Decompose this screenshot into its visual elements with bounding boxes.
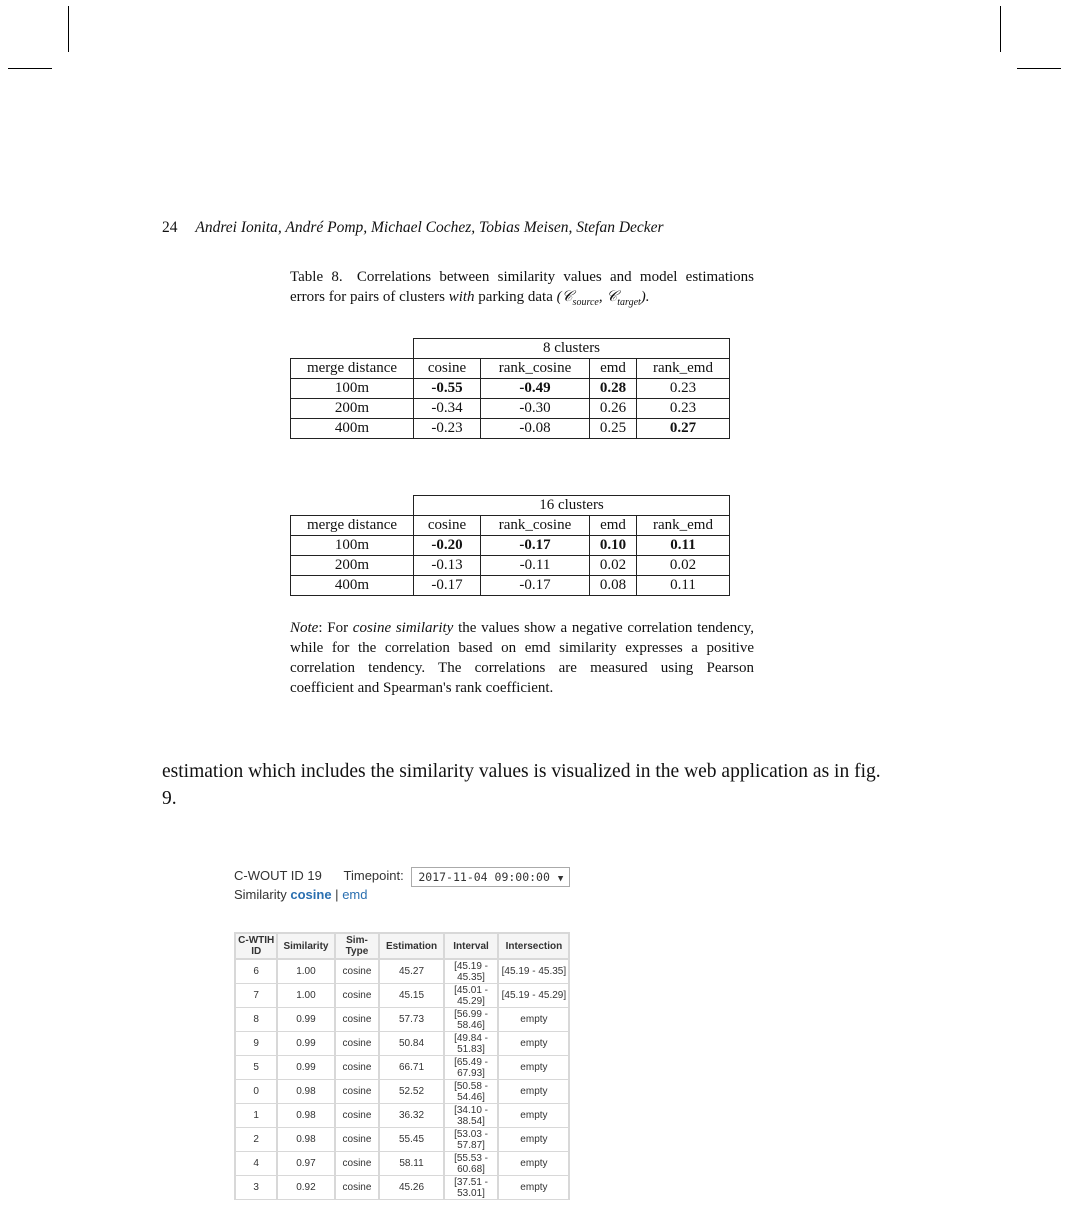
table-row <box>291 556 730 576</box>
table-row <box>235 1176 569 1200</box>
table-cell: [34.10 - 38.54] <box>444 1104 499 1128</box>
table-cell: 200m <box>291 556 414 576</box>
table-cell: 0.92 <box>277 1176 334 1200</box>
table-row <box>291 536 730 556</box>
column-header: Sim-Type <box>335 933 380 959</box>
timepoint-select[interactable] <box>411 867 570 887</box>
table-cell: 0.99 <box>277 1032 334 1056</box>
cosine-link[interactable]: cosine <box>290 887 332 902</box>
table-cell: 57.73 <box>379 1008 443 1032</box>
table-cell: -0.11 <box>481 556 590 576</box>
table-cell: 100m <box>291 379 414 399</box>
table-row <box>291 576 730 596</box>
chevron-down-icon: ▼ <box>557 873 564 884</box>
estimation-table <box>234 932 570 1200</box>
group-header: 8 clusters <box>414 339 730 359</box>
table-cell: cosine <box>335 959 380 984</box>
table-cell: -0.17 <box>481 576 590 596</box>
table-cell: -0.23 <box>414 419 481 439</box>
table-cell: 9 <box>235 1032 277 1056</box>
table-cell: -0.08 <box>481 419 590 439</box>
table-row <box>235 1056 569 1080</box>
table-row <box>291 419 730 439</box>
table-cell: cosine <box>335 1056 380 1080</box>
table-cell: 0.23 <box>637 399 730 419</box>
table-cell: [53.03 - 57.87] <box>444 1128 499 1152</box>
table-cell: 50.84 <box>379 1032 443 1056</box>
similarity-label: Similarity <box>234 887 287 902</box>
table-cell: cosine <box>335 1032 380 1056</box>
authors: Andrei Ionita, André Pomp, Michael Cochez, Tobias Meisen, Stefan Decker <box>195 219 664 236</box>
table-caption <box>290 267 754 313</box>
table-cell: 55.45 <box>379 1128 443 1152</box>
emd-link[interactable]: emd <box>342 887 368 902</box>
note-text: : For <box>318 620 349 636</box>
page-number: 24 <box>162 219 178 236</box>
table-cell: 0.02 <box>637 556 730 576</box>
table-cell: 0.23 <box>637 379 730 399</box>
crop-mark <box>8 68 52 69</box>
table-cell: 400m <box>291 576 414 596</box>
table-cell: 1.00 <box>277 984 334 1008</box>
link-separator: | <box>335 887 339 902</box>
group-header: 16 clusters <box>414 496 730 516</box>
body-paragraph: estimation which includes the similarity values is visualized in the web application as in fig. 9. <box>162 761 881 809</box>
table-cell: 0.02 <box>590 556 637 576</box>
table-cell: 0.98 <box>277 1080 334 1104</box>
caption-text: Correlations between similarity values and model estimations errors for pairs of clusters <box>290 269 755 305</box>
table-cell: 3 <box>235 1176 277 1200</box>
running-head <box>162 219 664 237</box>
caption-math: (𝒞$_{source}$, 𝒞$_{target}$). <box>556 289 650 308</box>
table-cell: [45.19 - 45.35] <box>444 959 499 984</box>
column-header: cosine <box>414 516 481 536</box>
table-cell: 400m <box>291 419 414 439</box>
column-header: rank_cosine <box>481 516 590 536</box>
table-cell: -0.34 <box>414 399 481 419</box>
table-cell: empty <box>498 1032 569 1056</box>
timepoint-value: 2017-11-04 09:00:00 <box>418 869 550 884</box>
table-cell: 200m <box>291 399 414 419</box>
column-header: C-WTIH ID <box>235 933 277 959</box>
column-header: Intersection <box>498 933 569 959</box>
table-cell: cosine <box>335 1080 380 1104</box>
table-cell: [55.53 - 60.68] <box>444 1152 499 1176</box>
table-cell: 0.10 <box>590 536 637 556</box>
table-cell: 0.11 <box>637 576 730 596</box>
table-row <box>235 1032 569 1056</box>
table-row <box>235 1104 569 1128</box>
table-cell: 0.25 <box>590 419 637 439</box>
caption-label: Table 8. <box>290 269 343 285</box>
table-cell: 0.99 <box>277 1056 334 1080</box>
note-text-rest: the values show a negative correlation tendency, while for the correlation based on emd similarity expresses a positive correlation tendency. The correlations are measured using Pearson coefficient and Spearman's rank coefficient. <box>290 620 755 696</box>
table-cell: 36.32 <box>379 1104 443 1128</box>
table-cell: -0.17 <box>481 536 590 556</box>
table-cell: -0.30 <box>481 399 590 419</box>
table-cell: 4 <box>235 1152 277 1176</box>
column-header: merge distance <box>291 359 414 379</box>
crop-mark <box>1017 68 1061 69</box>
table-cell: 8 <box>235 1008 277 1032</box>
column-header: rank_cosine <box>481 359 590 379</box>
cwout-label: C-WOUT ID 19 <box>234 868 322 883</box>
table-cell: cosine <box>335 1152 380 1176</box>
table-row <box>235 1080 569 1104</box>
table-cell: 5 <box>235 1056 277 1080</box>
table-cell: 1.00 <box>277 959 334 984</box>
table-cell: [45.01 - 45.29] <box>444 984 499 1008</box>
web-app-figure <box>234 866 570 1199</box>
table-row <box>235 1152 569 1176</box>
column-header: cosine <box>414 359 481 379</box>
table-row <box>235 959 569 984</box>
note-emph: cosine similarity <box>352 620 454 636</box>
table-cell: [45.19 - 45.35] <box>498 959 569 984</box>
table-cell: cosine <box>335 1176 380 1200</box>
table-cell: empty <box>498 1104 569 1128</box>
table-cell: 2 <box>235 1128 277 1152</box>
table-row <box>291 379 730 399</box>
correlation-table-8-clusters <box>290 338 730 439</box>
table-cell: cosine <box>335 1128 380 1152</box>
table-cell: [45.19 - 45.29] <box>498 984 569 1008</box>
column-header: Interval <box>444 933 499 959</box>
table-cell: empty <box>498 1176 569 1200</box>
table-cell: 0.98 <box>277 1128 334 1152</box>
table-cell: [65.49 - 67.93] <box>444 1056 499 1080</box>
table-cell: 0.11 <box>637 536 730 556</box>
table-cell: empty <box>498 1152 569 1176</box>
column-header: merge distance <box>291 516 414 536</box>
table-cell: 6 <box>235 959 277 984</box>
column-header: Estimation <box>379 933 443 959</box>
crop-mark <box>68 6 69 52</box>
table-cell: empty <box>498 1008 569 1032</box>
table-cell: empty <box>498 1080 569 1104</box>
table-cell: -0.20 <box>414 536 481 556</box>
table-cell: cosine <box>335 1008 380 1032</box>
table-cell: 1 <box>235 1104 277 1128</box>
table-cell: -0.55 <box>414 379 481 399</box>
table-cell: 58.11 <box>379 1152 443 1176</box>
table-cell: empty <box>498 1128 569 1152</box>
table-cell: 7 <box>235 984 277 1008</box>
table-note <box>290 618 754 698</box>
table-cell: 0.98 <box>277 1104 334 1128</box>
table-row <box>235 1008 569 1032</box>
table-cell: 45.26 <box>379 1176 443 1200</box>
table-cell: [50.58 - 54.46] <box>444 1080 499 1104</box>
table-cell: 0.97 <box>277 1152 334 1176</box>
table-cell: 0.28 <box>590 379 637 399</box>
table-cell: 66.71 <box>379 1056 443 1080</box>
column-header: rank_emd <box>637 516 730 536</box>
table-row <box>235 1128 569 1152</box>
correlation-table-16-clusters <box>290 495 730 596</box>
table-cell: [56.99 - 58.46] <box>444 1008 499 1032</box>
note-label: Note <box>290 620 319 636</box>
caption-text-after: parking data <box>478 289 553 305</box>
column-header: rank_emd <box>637 359 730 379</box>
table-cell: 45.27 <box>379 959 443 984</box>
table-cell: [37.51 - 53.01] <box>444 1176 499 1200</box>
column-header: emd <box>590 359 637 379</box>
table-cell: 100m <box>291 536 414 556</box>
table-cell: 45.15 <box>379 984 443 1008</box>
table-cell: empty <box>498 1056 569 1080</box>
table-cell: 0 <box>235 1080 277 1104</box>
table-row <box>291 399 730 419</box>
table-cell: -0.13 <box>414 556 481 576</box>
table-cell: 0.08 <box>590 576 637 596</box>
table-cell: 0.26 <box>590 399 637 419</box>
timepoint-label: Timepoint: <box>343 868 404 883</box>
column-header: emd <box>590 516 637 536</box>
table-cell: -0.17 <box>414 576 481 596</box>
table-cell: 0.99 <box>277 1008 334 1032</box>
table-cell: cosine <box>335 1104 380 1128</box>
table-cell: -0.49 <box>481 379 590 399</box>
table-cell: 0.27 <box>637 419 730 439</box>
table-cell: cosine <box>335 984 380 1008</box>
column-header: Similarity <box>277 933 334 959</box>
table-row <box>235 984 569 1008</box>
caption-emph: with <box>448 289 475 305</box>
table-cell: 52.52 <box>379 1080 443 1104</box>
crop-mark <box>1000 6 1001 52</box>
table-cell: [49.84 - 51.83] <box>444 1032 499 1056</box>
